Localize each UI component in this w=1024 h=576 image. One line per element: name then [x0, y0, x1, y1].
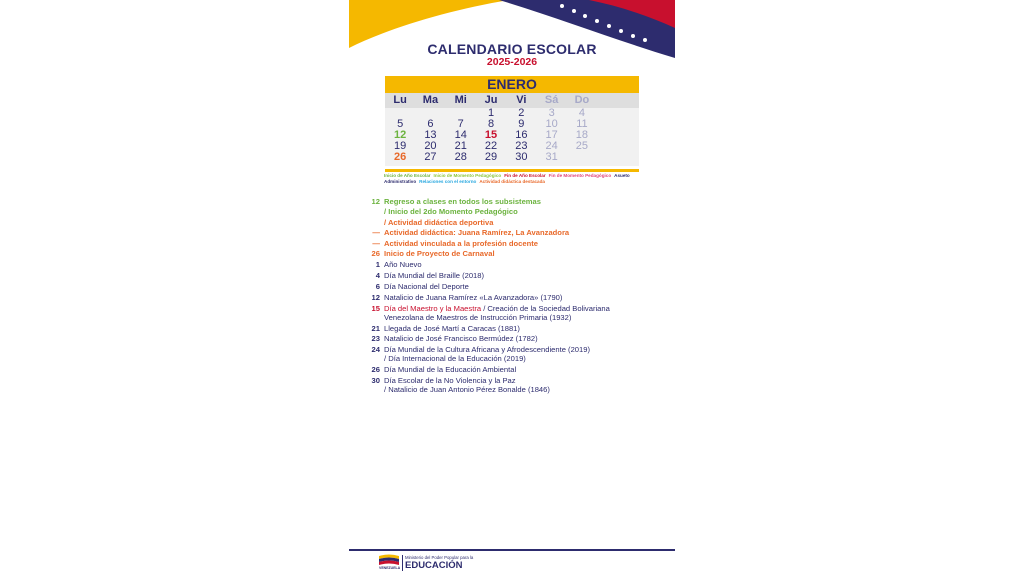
event-text — [384, 324, 664, 333]
day-cell: 23 — [515, 140, 528, 152]
event-day: 4 — [375, 270, 380, 280]
day-cell: 1 — [487, 107, 495, 119]
event-text — [384, 282, 664, 291]
event-day: 15 — [371, 303, 380, 313]
footer — [379, 553, 579, 573]
day-cell: 15 — [484, 129, 498, 141]
day-cell: 31 — [545, 151, 558, 163]
event-description: Día Escolar de la No Violencia y la Paz — [384, 376, 516, 386]
weekday-header — [385, 93, 639, 108]
weekday-label: Vi — [516, 94, 527, 106]
day-grid — [385, 108, 639, 166]
week-row — [385, 152, 639, 163]
event-text — [384, 239, 664, 248]
day-cell: 2 — [518, 107, 525, 119]
highlighted-event: Día del Maestro y la Maestra — [384, 303, 482, 313]
event-text — [384, 376, 664, 394]
footer-separator — [402, 555, 403, 571]
event-day: 26 — [371, 249, 380, 258]
education-label: EDUCACIÓN — [405, 560, 463, 571]
day-cell: 19 — [394, 140, 407, 152]
event-description: Natalicio de José Francisco Bermúdez (1782) — [384, 334, 538, 344]
day-cell: 7 — [457, 118, 464, 130]
event-description: / Creación de la Sociedad Bolivariana — [481, 303, 610, 313]
day-cell: 11 — [576, 118, 588, 130]
day-cell: 9 — [518, 118, 525, 130]
event-description: / Inicio del 2do Momento Pedagógico — [384, 207, 518, 217]
event-text — [384, 249, 664, 258]
day-cell: 5 — [397, 118, 404, 130]
event-day: 26 — [371, 365, 380, 375]
event-description: Natalicio de Juana Ramírez «La Avanzadora» (1790) — [384, 292, 563, 302]
event-description: Día Mundial del Braille (2018) — [384, 270, 485, 280]
day-cell: 6 — [427, 118, 434, 130]
day-cell — [567, 152, 597, 163]
month-calendar — [385, 76, 639, 172]
week-row — [385, 119, 639, 130]
day-cell: 4 — [578, 107, 585, 119]
day-cell: 30 — [515, 151, 528, 163]
legend — [384, 173, 642, 185]
legend-item: Inicio de Momento Pedagógico — [433, 173, 502, 178]
event-text — [384, 260, 664, 269]
day-cell: 18 — [575, 129, 589, 141]
weekday-label: Lu — [393, 94, 407, 106]
event-description: Día Mundial de la Cultura Africana y Afrodescendiente (2019) — [384, 345, 590, 355]
day-cell: 28 — [454, 151, 467, 163]
event-text — [384, 334, 664, 343]
event-text — [384, 293, 664, 302]
event-description: Regreso a clases en todos los subsistemas — [384, 197, 542, 206]
event-text — [384, 304, 664, 322]
weekday-label: Sá — [544, 94, 559, 106]
day-cell: 16 — [515, 129, 528, 141]
day-cell: 17 — [545, 129, 558, 141]
weekday-label: Ju — [484, 94, 498, 106]
day-cell: 14 — [454, 129, 467, 141]
ministry-logo — [379, 554, 399, 566]
event-text — [384, 197, 664, 206]
event-day: — — [372, 238, 380, 248]
legend-item: Fin de Año Escolar — [504, 173, 546, 178]
legend-item: Inicio de Año Escolar — [384, 173, 431, 178]
weekday-label: Mi — [454, 94, 467, 106]
event-description: Inicio de Proyecto de Carnaval — [384, 249, 495, 258]
day-cell: 22 — [484, 140, 498, 152]
event-day: 12 — [371, 292, 380, 302]
weekday-label: Do — [574, 94, 590, 106]
event-text — [384, 207, 664, 216]
legend-item: Asueto Administrativo — [384, 173, 630, 184]
day-cell: 21 — [454, 140, 467, 152]
day-cell: 10 — [545, 118, 558, 130]
day-cell: 25 — [575, 140, 589, 152]
footer-divider — [349, 549, 675, 551]
week-row — [385, 130, 639, 141]
event-day: 1 — [375, 260, 380, 269]
event-text — [384, 345, 664, 363]
day-cell: 26 — [394, 151, 407, 163]
event-text — [384, 365, 664, 374]
event-day: 30 — [371, 376, 380, 386]
event-day: — — [372, 228, 380, 238]
event-text — [384, 218, 664, 227]
ministry-name: Ministerio del Poder Popular para la — [405, 555, 474, 560]
week-row — [385, 108, 639, 119]
event-day: 12 — [371, 197, 380, 206]
event-description-cont: Venezolana de Maestros de Instrucción Primaria (1932) — [384, 312, 572, 322]
day-cell: 27 — [424, 151, 437, 163]
event-description: Día Mundial de la Educación Ambiental — [384, 365, 517, 375]
event-text — [384, 271, 664, 280]
month-name: ENERO — [385, 76, 639, 93]
calendar-divider — [385, 169, 639, 172]
event-description-cont: / Natalicio de Juan Antonio Pérez Bonalde (1846) — [384, 385, 550, 395]
page-subtitle: 2025-2026 — [486, 56, 538, 68]
event-description: / Actividad didáctica deportiva — [384, 217, 494, 227]
logo-label: VENEZUELA — [379, 566, 401, 570]
event-day: 24 — [371, 345, 380, 355]
day-cell: 29 — [484, 151, 498, 163]
event-description: Llegada de José Martí a Caracas (1881) — [384, 323, 520, 333]
day-cell: 24 — [545, 140, 558, 152]
event-day: 6 — [375, 281, 380, 291]
day-cell: 3 — [548, 107, 555, 119]
event-description: Día Nacional del Deporte — [384, 281, 469, 291]
day-cell: 8 — [487, 118, 495, 130]
day-cell: 13 — [424, 129, 437, 141]
weekday-label: Ma — [422, 94, 439, 106]
event-description-cont: / Día Internacional de la Educación (2019) — [384, 354, 526, 364]
event-description: Actividad didáctica: Juana Ramírez, La Avanzadora — [384, 228, 570, 238]
week-row — [385, 141, 639, 152]
day-cell: 20 — [424, 140, 437, 152]
calendar-page — [349, 0, 675, 576]
event-description: Año Nuevo — [384, 260, 422, 269]
legend-item: Actividad didáctica destacada — [479, 179, 545, 184]
event-day: 23 — [371, 334, 380, 344]
event-day: 21 — [371, 323, 380, 333]
legend-item: Relaciones con el entorno — [419, 179, 477, 184]
event-text — [384, 228, 664, 237]
day-cell: 12 — [394, 129, 407, 141]
event-description: Actividad vinculada a la profesión docente — [384, 238, 539, 248]
legend-item: Fin de Momento Pedagógico — [548, 173, 612, 178]
page-title: CALENDARIO ESCOLAR — [427, 41, 597, 57]
